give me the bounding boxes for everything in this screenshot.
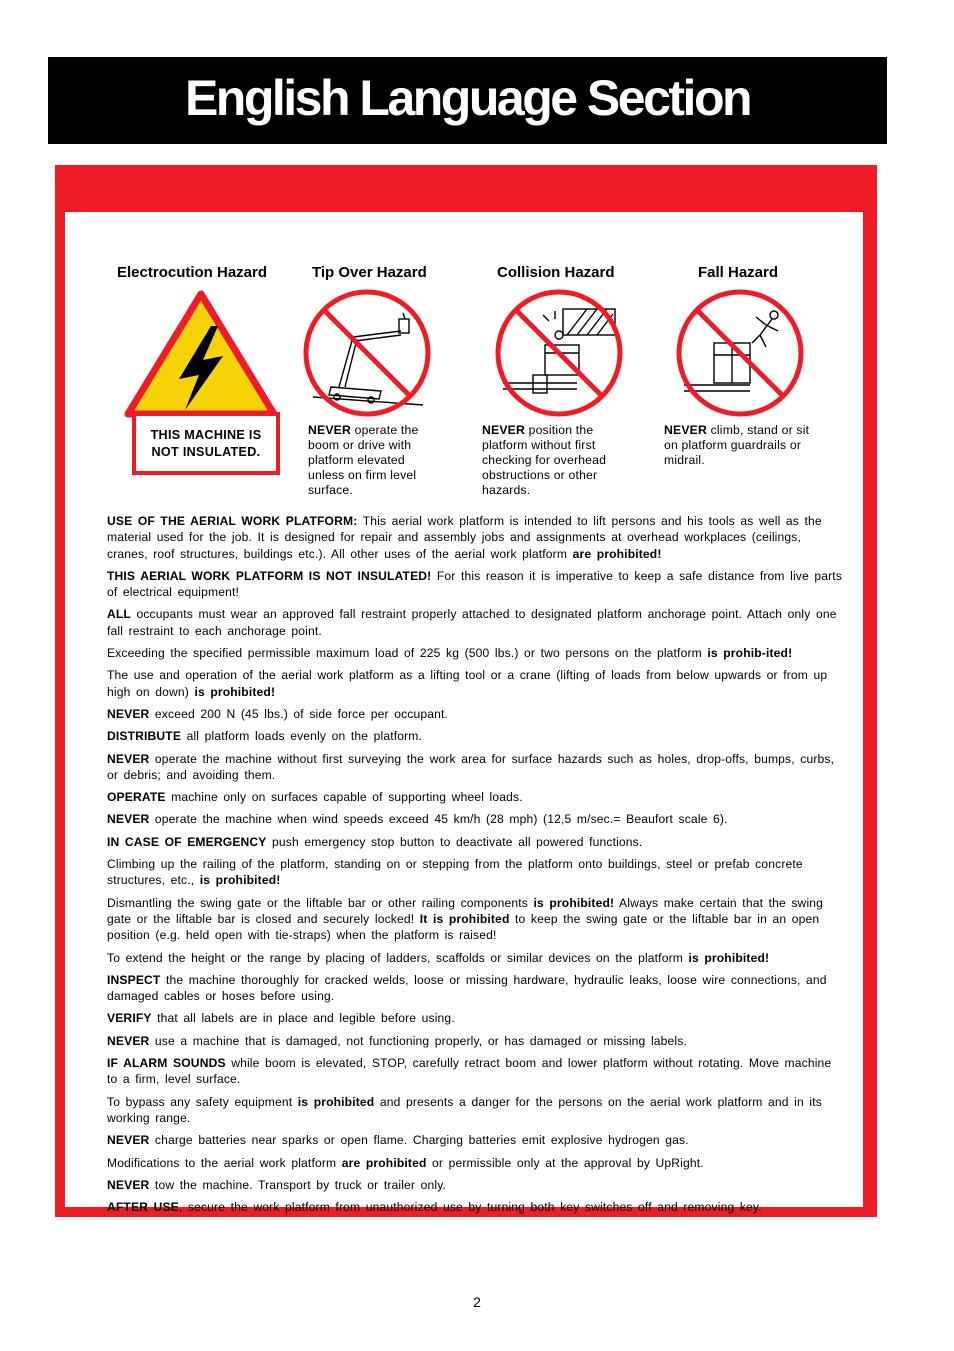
paragraph-emphasis: ALL [107,607,131,622]
paragraph-text: to keep the swing gate or the liftable bar in an open position (e.g. held open with tie-straps) when the platform is raised! [107,911,820,943]
safety-paragraph [107,895,847,944]
paragraph-text: Modifications to the aerial work platform [107,1155,342,1170]
paragraph-text: push emergency stop button to deactivate all powered functions. [266,834,643,849]
paragraph-emphasis: AFTER USE [107,1200,179,1215]
safety-paragraph [107,645,847,661]
paragraph-emphasis: is prohibited! [688,950,770,965]
safety-paragraph [107,811,847,827]
paragraph-text: all platform loads evenly on the platform. [181,729,422,744]
safety-paragraph [107,706,847,722]
paragraph-emphasis: NEVER [107,1133,150,1148]
hazard-title-electrocution: Electrocution Hazard [117,264,268,281]
paragraph-emphasis: is prohib-ited! [707,646,793,661]
paragraph-text: use a machine that is damaged, not functioning properly, or has damaged or missing labels. [149,1033,687,1048]
safety-paragraph [107,856,847,889]
paragraph-emphasis: are prohibited! [572,546,662,561]
hazard-title-collision: Collision Hazard [497,264,615,281]
paragraph-text: The use and operation of the aerial work platform as a lifting tool or a crane (lifting of loads from below upwards or from up high on down) [107,668,828,699]
paragraph-text: operate the machine when wind speeds exceed 45 km/h (28 mph) (12,5 m/sec.= Beaufort scale 6). [149,812,728,827]
paragraph-emphasis: USE OF THE AERIAL WORK PLATFORM: [107,514,358,528]
safety-paragraph [107,1177,847,1193]
paragraph-emphasis: DISTRIBUTE [107,729,182,744]
tip-over-icon [301,287,433,419]
paragraph-text: To extend the height or the range by placing of ladders, scaffolds or similar devices on the platform [107,950,689,965]
page-number: 2 [473,1294,481,1310]
paragraph-emphasis: is prohibited! [199,873,281,888]
hazard-text-tip-over: NEVER operate the boom or drive with platform elevated unless on firm level surface. [308,423,419,497]
hazard-title-fall: Fall Hazard [698,264,779,281]
paragraph-emphasis: NEVER [107,751,150,766]
section-title: English Language Section [184,70,751,126]
warning-panel [55,165,877,1217]
hazard-text-collision: NEVER position the platform without first checking for overhead obstructions or other hazards. [482,423,607,497]
safety-paragraph [107,1055,847,1088]
paragraph-text: To bypass any safety equipment [107,1094,298,1109]
paragraph-emphasis: NEVER [107,812,150,827]
safety-paragraph [107,751,847,784]
paragraph-text: while boom is elevated, STOP, carefully retract boom and lower platform without rotating. Move machine to a firm, level surface. [107,1056,832,1087]
hazard-title-tip-over: Tip Over Hazard [312,264,427,281]
paragraph-text: operate the machine without first surveying the work area for surface hazards such as holes, drop-offs, bumps, curbs, or debris; and avoiding them. [107,751,835,782]
safety-paragraph [107,834,847,850]
paragraph-emphasis: OPERATE [107,790,166,805]
paragraph-text: , secure the work platform from unauthorized use by turning both key switches off and removing key. [178,1200,762,1215]
paragraph-text: This aerial work platform is intended to lift persons and his tools as well as the material used for the job. It is designed for repair and assembly jobs and assignments at overhead workplaces (ceilings, cranes, roof structures, buildings etc.). All other uses of the aerial work platform [107,514,822,561]
paragraph-text: For this reason it is imperative to keep a safe distance from live parts of electrical equipment! [107,568,843,600]
not-insulated-label: THIS MACHINE IS NOT INSULATED. [132,412,280,475]
paragraph-text: or permissible only at the approval by UpRight. [426,1155,704,1170]
paragraph-emphasis: are prohibited [341,1155,427,1170]
safety-paragraph [107,1199,847,1215]
safety-paragraph [107,728,847,744]
paragraph-text: Dismantling the swing gate or the liftable bar or other railing components [107,895,534,910]
safety-paragraph [107,972,847,1005]
paragraph-emphasis: is prohibited [297,1094,375,1109]
paragraph-text: exceed 200 N (45 lbs.) of side force per occupant. [149,706,448,721]
safety-paragraph [107,1132,847,1148]
warning-panel-body [65,212,863,1215]
paragraph-emphasis: It is prohibited [419,911,510,926]
paragraph-text: that all labels are in place and legible before using. [151,1011,455,1026]
paragraph-emphasis: NEVER [107,706,150,721]
paragraph-emphasis: THIS AERIAL WORK PLATFORM IS NOT INSULATED! [107,568,432,583]
safety-paragraph [107,789,847,805]
safety-paragraph [107,1094,847,1127]
paragraph-emphasis: NEVER [107,1177,150,1192]
paragraph-text: occupants must wear an approved fall restraint properly attached to designated platform anchorage point. Attach only one fall restraint to each anchorage point. [107,607,837,638]
paragraph-text: the machine thoroughly for cracked welds, loose or missing hardware, hydraulic leaks, loose wire connections, and damaged cables or hoses before using. [107,972,827,1004]
section-banner [48,57,887,144]
collision-icon [493,287,625,419]
safety-paragraph [107,1155,847,1171]
paragraph-text: charge batteries near sparks or open flame. Charging batteries emit explosive hydrogen gas. [149,1133,689,1148]
paragraph-text: Climbing up the railing of the platform, standing on or stepping from the platform onto buildings, steel or prefab concrete structures, etc., [107,857,803,888]
safety-paragraph [107,950,847,966]
safety-instructions [107,513,847,1221]
safety-paragraph [107,1033,847,1049]
fall-icon [674,287,806,419]
paragraph-emphasis: is prohibited! [533,895,615,910]
safety-paragraph [107,568,847,601]
paragraph-text: machine only on surfaces capable of supporting wheel loads. [165,790,523,805]
safety-paragraph [107,606,847,639]
safety-paragraph [107,513,847,562]
paragraph-emphasis: IF ALARM SOUNDS [107,1056,226,1071]
paragraph-emphasis: VERIFY [107,1011,152,1026]
safety-paragraph [107,667,847,700]
paragraph-emphasis: is prohibited! [194,684,276,699]
paragraph-emphasis: IN CASE OF EMERGENCY [107,834,267,849]
electrocution-warning-icon [123,289,279,419]
paragraph-text: Always make certain that the swing gate or the liftable bar is closed and securely locked! [107,895,824,926]
paragraph-emphasis: NEVER [107,1033,150,1048]
hazard-text-fall: NEVER climb, stand or sit on platform guardrails or midrail. [664,423,810,467]
paragraph-text: and presents a danger for the persons on the aerial work platform and in its working range. [107,1094,822,1125]
paragraph-emphasis: INSPECT [107,972,161,987]
paragraph-text: tow the machine. Transport by truck or trailer only. [149,1177,447,1192]
safety-paragraph [107,1010,847,1026]
paragraph-text: Exceeding the specified permissible maximum load of 225 kg (500 lbs.) or two persons on the platform [107,646,708,661]
